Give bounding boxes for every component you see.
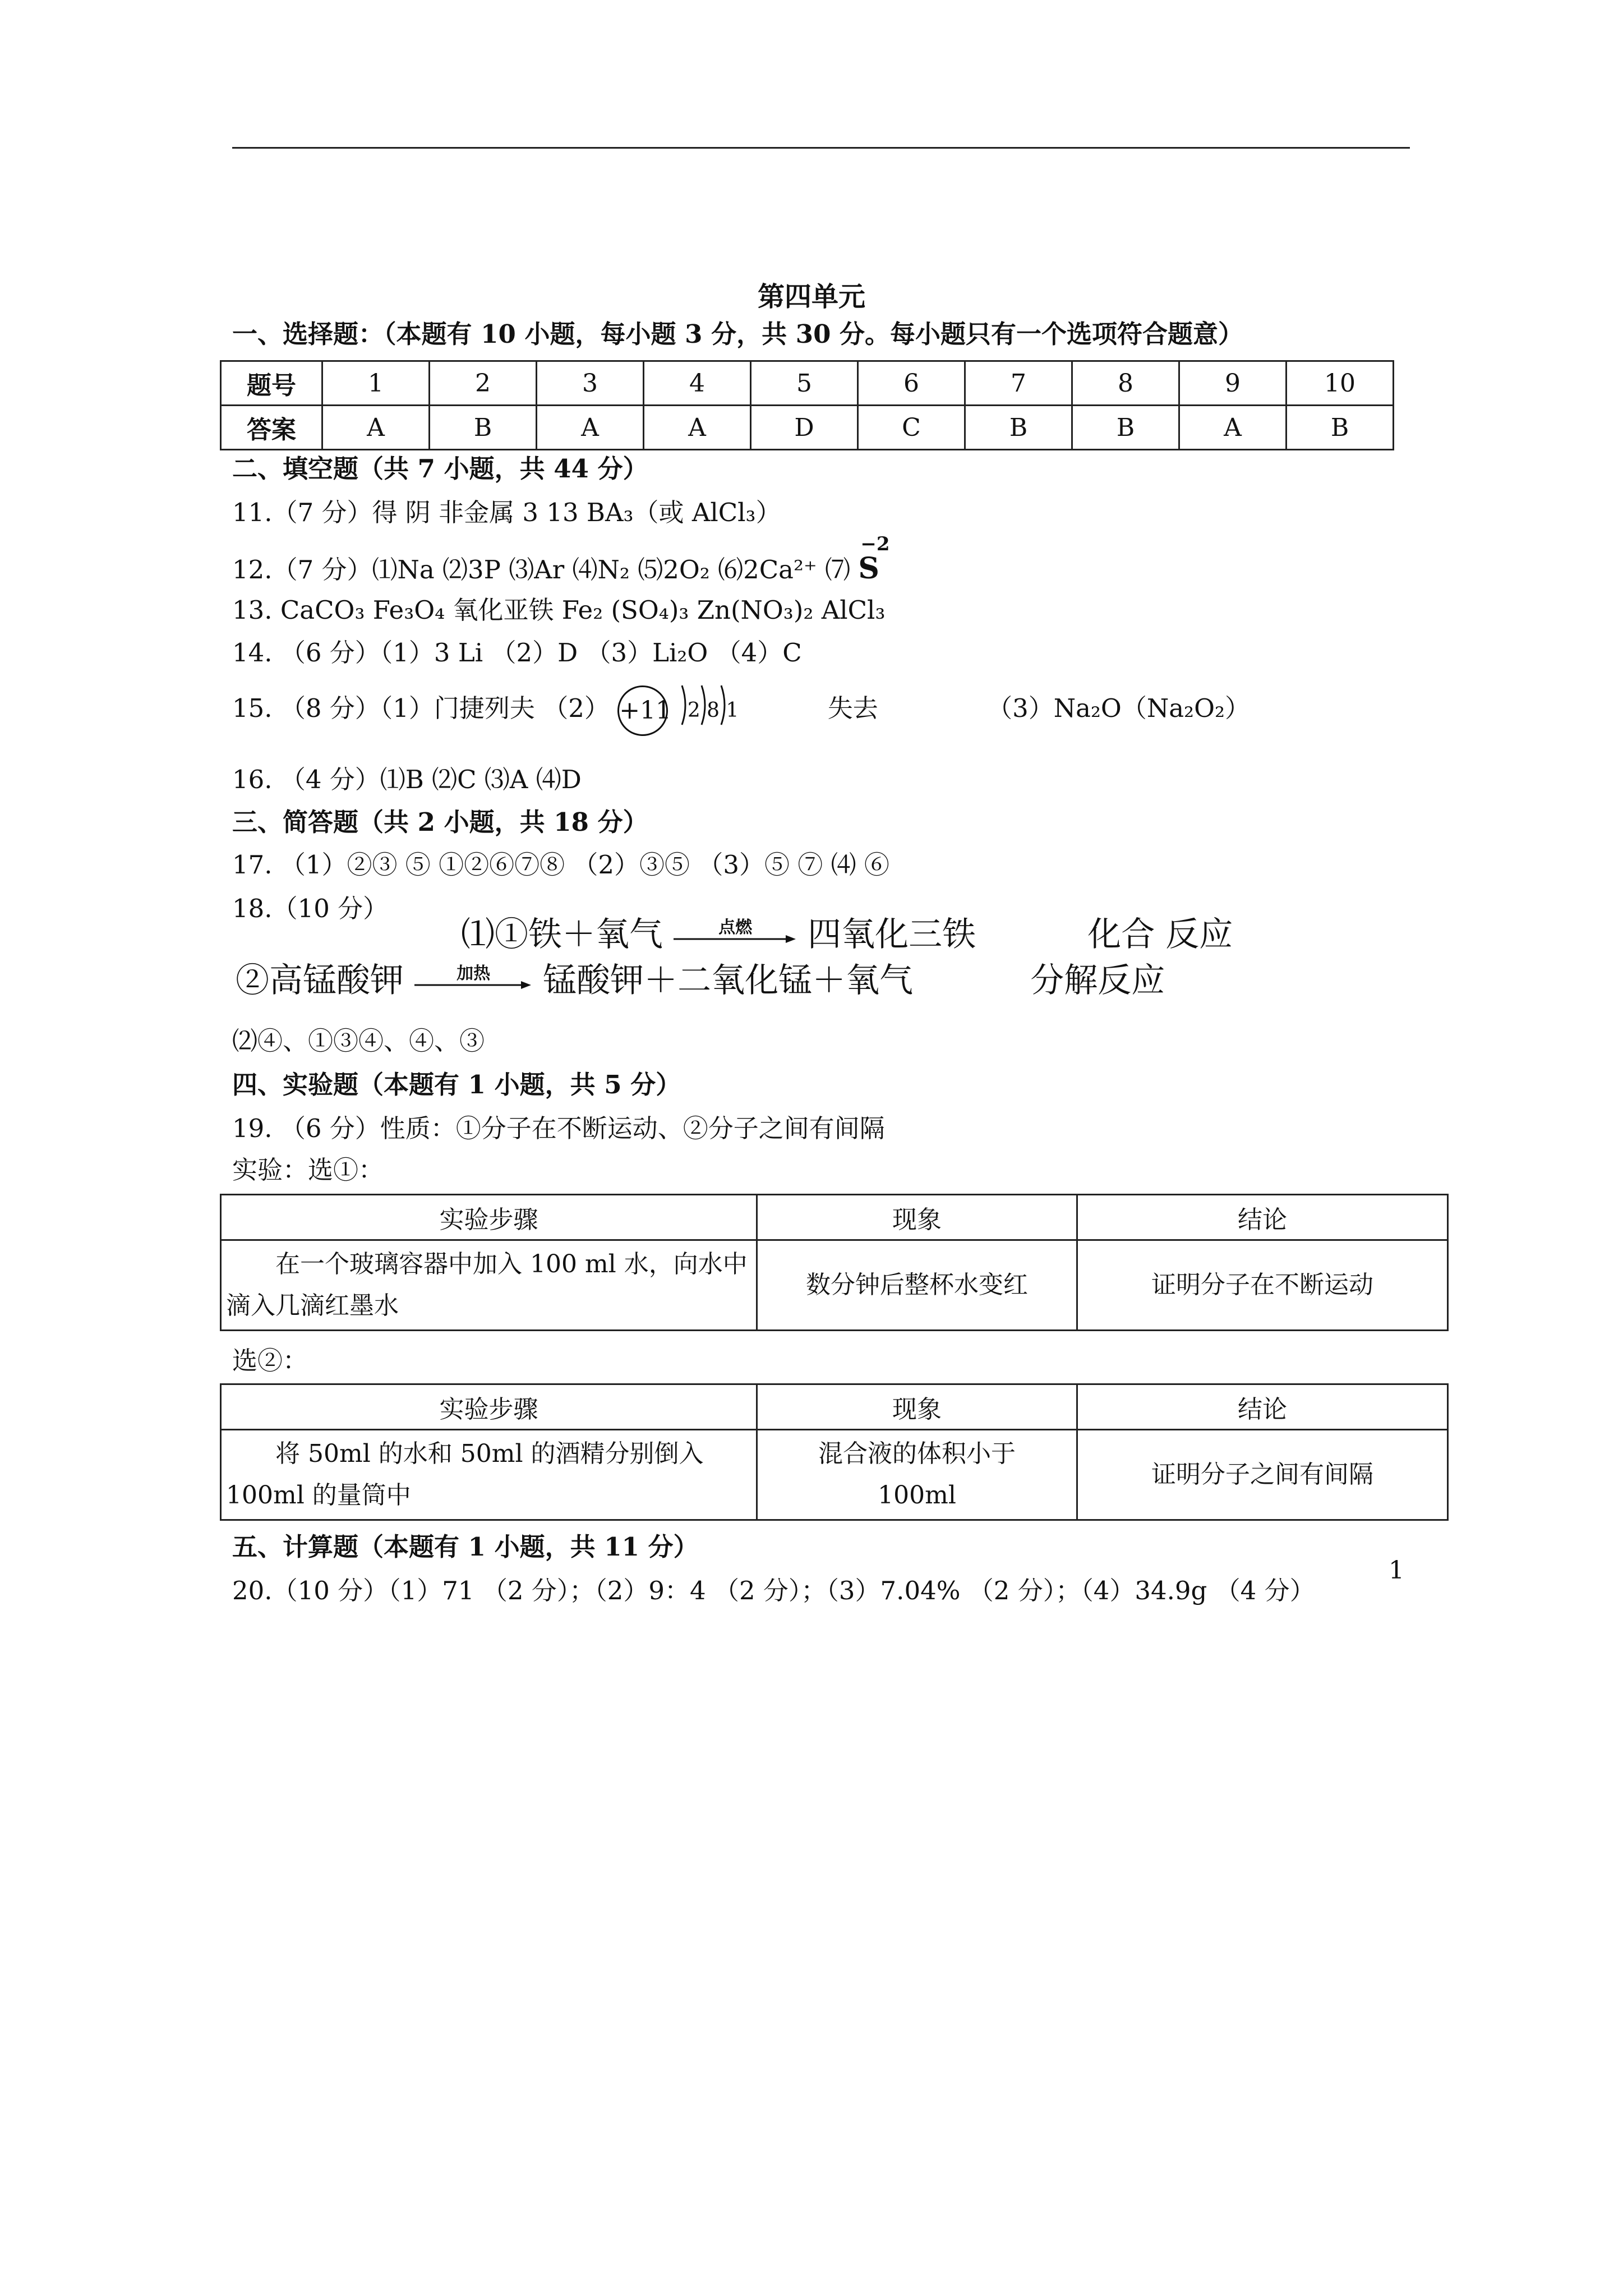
header-rule — [232, 147, 1410, 149]
q12-sulfur-ion — [858, 533, 890, 587]
section2-heading: 二、填空题（共 7 小题，共 44 分） — [232, 454, 648, 484]
experiment-table-2 — [220, 1383, 1449, 1521]
header-conclusion: 结论 — [1077, 1195, 1448, 1240]
step-text: 将 50ml 的水和 50ml 的酒精分别倒入 100ml 的量筒中 — [226, 1439, 704, 1510]
table-cell: 7 — [965, 361, 1072, 406]
experiment-step — [221, 1430, 757, 1520]
table-cell: 10 — [1287, 361, 1394, 406]
phenomenon-text: 混合液的体积小于100ml — [818, 1439, 1016, 1510]
q12-charge: −2 — [860, 533, 890, 555]
header-phenomenon: 现象 — [757, 1384, 1077, 1430]
q12-answer — [232, 533, 890, 587]
experiment-conclusion: 证明分子之间有间隔 — [1077, 1430, 1448, 1520]
q18-part2: ⑵④、①③④、④、③ — [232, 1026, 485, 1056]
table-cell: 5 — [751, 361, 858, 406]
q15-answer — [232, 680, 1250, 741]
table-cell: A — [1179, 406, 1287, 450]
section4-heading: 四、实验题（本题有 1 小题，共 5 分） — [232, 1070, 681, 1099]
table-cell: D — [751, 406, 858, 450]
table-cell: 1 — [322, 361, 430, 406]
q12-text: 12.（7 分）⑴Na ⑵3P ⑶Ar ⑷N₂ ⑸2O₂ ⑹2Ca²⁺ ⑺ — [232, 555, 851, 585]
q16-answer: 16. （4 分）⑴B ⑵C ⑶A ⑷D — [232, 765, 582, 794]
q15-text-c: （3）Na₂O（Na₂O₂） — [987, 693, 1251, 723]
table-cell: A — [322, 406, 430, 450]
section5-heading: 五、计算题（本题有 1 小题，共 11 分） — [232, 1532, 699, 1562]
electron-counts: 2 8 1 — [687, 699, 739, 722]
table-row — [221, 1240, 1448, 1331]
table-row — [221, 1430, 1448, 1520]
table-cell: 3 — [537, 361, 644, 406]
q18-label: 18.（10 分） — [232, 894, 389, 923]
eq2-products: 锰酸钾＋二氧化锰＋氧气 — [543, 961, 914, 1000]
table-cell: B — [965, 406, 1072, 450]
table-cell: 2 — [430, 361, 537, 406]
eq1-reaction-type: 化合 反应 — [1087, 915, 1233, 954]
experiment-conclusion: 证明分子在不断运动 — [1077, 1240, 1448, 1331]
table-row — [221, 361, 1394, 406]
arrow-right-icon — [674, 933, 797, 945]
experiment-label: 实验：选①： — [232, 1155, 384, 1185]
row-label-number: 题号 — [221, 361, 322, 406]
section3-heading: 三、简答题（共 2 小题，共 18 分） — [232, 807, 648, 837]
eq1-products: 四氧化三铁 — [808, 915, 976, 954]
eq2-condition: 加热 — [457, 964, 491, 984]
q19-answer: 19. （6 分）性质：①分子在不断运动、②分子之间有间隔 — [232, 1114, 885, 1143]
header-phenomenon: 现象 — [757, 1195, 1077, 1240]
q12-symbol: S — [858, 551, 879, 586]
row-label-answer: 答案 — [221, 406, 322, 450]
q15-text-a: 15. （8 分）（1）门捷列夫 （2） — [232, 693, 610, 723]
header-conclusion: 结论 — [1077, 1384, 1448, 1430]
page-title: 第四单元 — [757, 281, 865, 312]
table-cell: 9 — [1179, 361, 1287, 406]
experiment-step — [221, 1240, 757, 1331]
equation-1 — [461, 912, 1233, 957]
table-cell: 4 — [644, 361, 751, 406]
q20-answer: 20.（10 分）（1）71 （2 分）；（2）9：4 （2 分）；（3）7.04% （2 分）；（4）34.9g （4 分） — [232, 1576, 1315, 1605]
q13-answer: 13. CaCO₃ Fe₃O₄ 氧化亚铁 Fe₂ (SO₄)₃ Zn(NO₃)₂ AlCl₃ — [232, 595, 886, 625]
q11-answer: 11.（7 分）得 阴 非金属 3 13 BA₃（或 AlCl₃） — [232, 498, 781, 527]
experiment-table-1 — [220, 1194, 1449, 1331]
arrow-right-icon — [414, 979, 532, 991]
eq1-reactants: ⑴①铁＋氧气 — [461, 915, 663, 954]
q14-answer: 14. （6 分）（1）3 Li （2）D （3）Li₂O （4）C — [232, 638, 802, 668]
header-steps: 实验步骤 — [221, 1195, 757, 1240]
q15-text-b: 失去 — [827, 693, 878, 723]
table-header-row — [221, 1195, 1448, 1240]
table-cell: 6 — [858, 361, 965, 406]
table-cell: A — [644, 406, 751, 450]
eq1-condition: 点燃 — [718, 918, 753, 938]
table-cell: 8 — [1072, 361, 1179, 406]
answer-table — [220, 360, 1394, 450]
choose-two-label: 选②： — [232, 1346, 308, 1375]
equation-2 — [236, 958, 1165, 1003]
table-header-row — [221, 1384, 1448, 1430]
eq1-arrow — [674, 920, 797, 954]
table-cell: B — [1287, 406, 1394, 450]
table-cell: B — [1072, 406, 1179, 450]
table-row — [221, 406, 1394, 450]
eq2-reaction-type: 分解反应 — [1030, 961, 1165, 1000]
eq2-reactant: ②高锰酸钾 — [236, 961, 404, 1000]
page-number: 1 — [1389, 1556, 1404, 1585]
experiment-phenomenon: 数分钟后整杯水变红 — [757, 1240, 1077, 1331]
table-cell: A — [537, 406, 644, 450]
experiment-phenomenon — [757, 1430, 1077, 1520]
table-cell: B — [430, 406, 537, 450]
table-cell: C — [858, 406, 965, 450]
section1-heading: 一、选择题：（本题有 10 小题，每小题 3 分，共 30 分。每小题只有一个选项符合题意） — [232, 319, 1244, 349]
atom-nucleus: +11 — [617, 685, 668, 736]
step-text: 在一个玻璃容器中加入 100 ml 水，向水中滴入几滴红墨水 — [226, 1250, 748, 1320]
eq2-arrow — [414, 966, 532, 1000]
q17-answer: 17. （1）②③ ⑤ ①②⑥⑦⑧ （2）③⑤ （3）⑤ ⑦ ⑷ ⑥ — [232, 850, 889, 880]
header-steps: 实验步骤 — [221, 1384, 757, 1430]
